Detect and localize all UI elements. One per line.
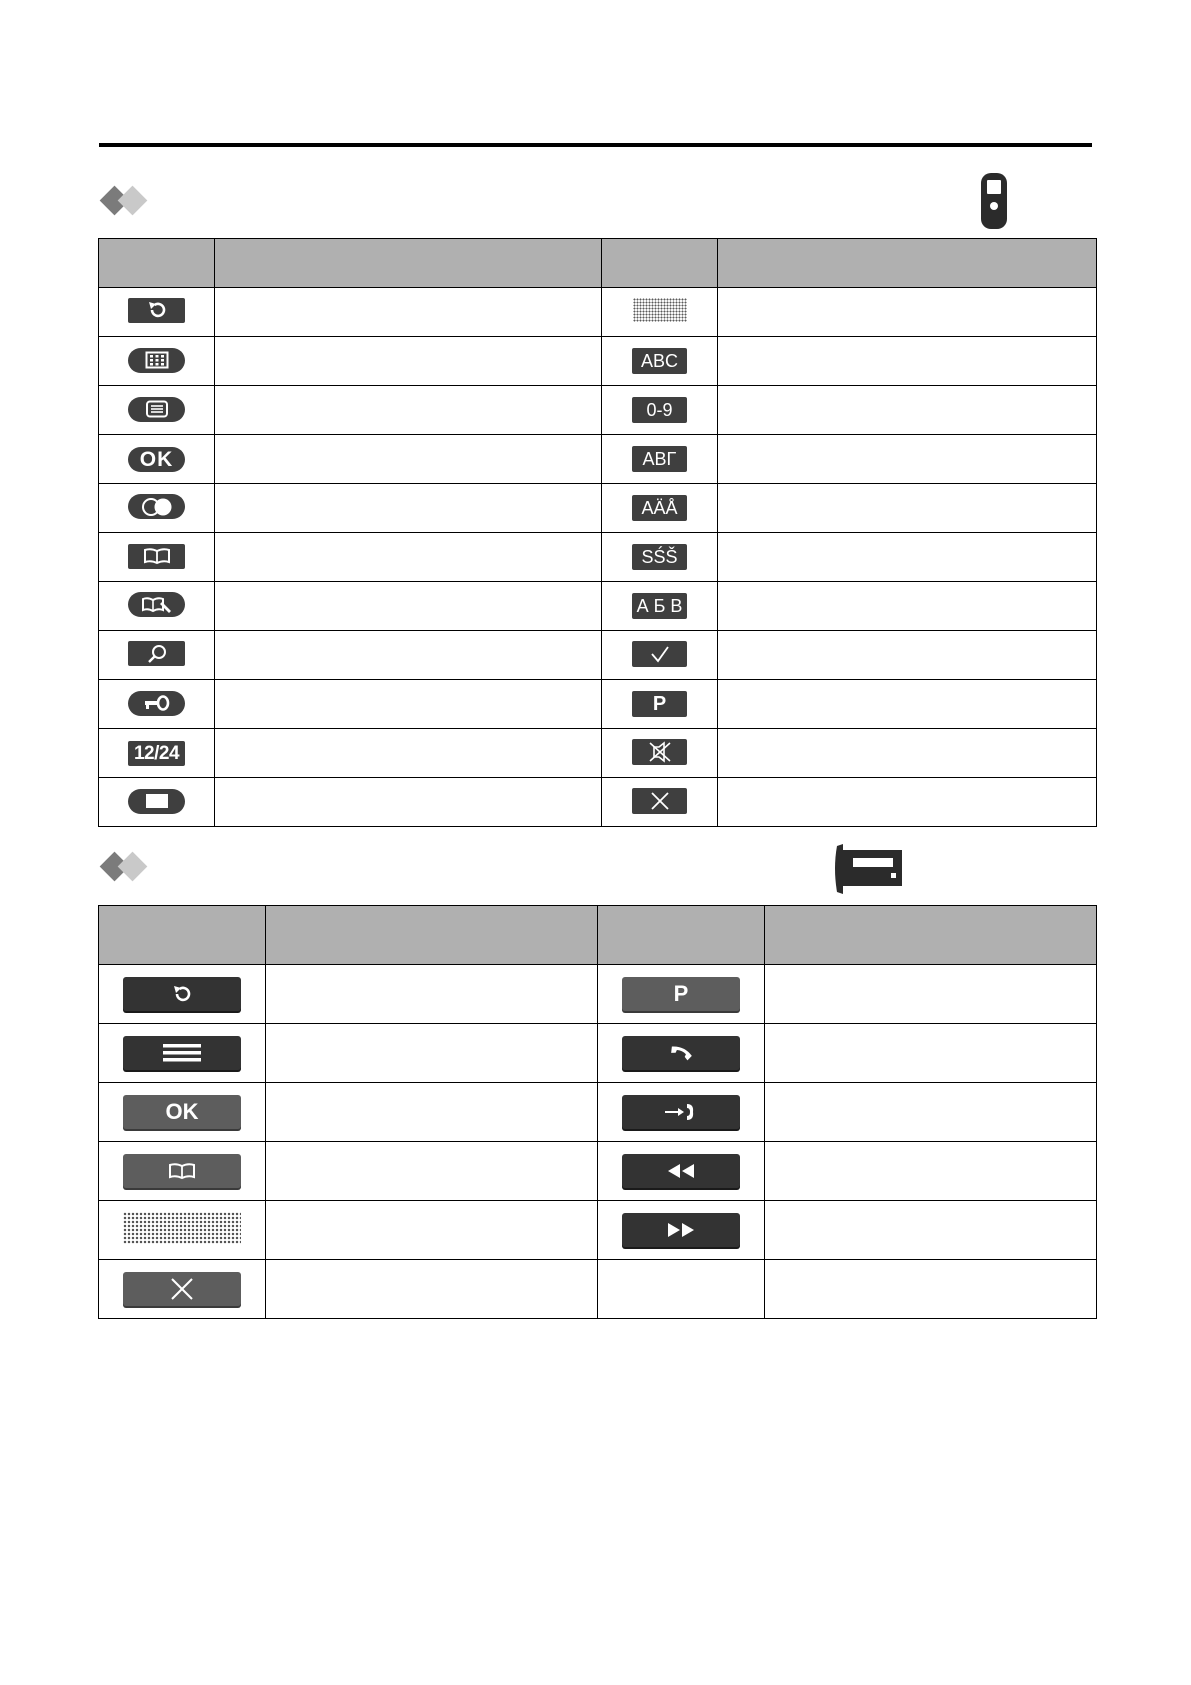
- desc-cell: [765, 1201, 1097, 1260]
- key-cell: [598, 1260, 765, 1319]
- menu-list-icon: [128, 397, 185, 422]
- header-cell: [765, 906, 1097, 965]
- pause-p-icon: P: [622, 977, 740, 1011]
- phonebook-edit-icon: [128, 592, 185, 617]
- greek-icon: ΑΒΓ: [632, 446, 687, 472]
- base-unit-icon: [831, 840, 904, 896]
- redial-icon: [123, 977, 241, 1011]
- desc-cell: [266, 1083, 598, 1142]
- key-cell: [99, 680, 215, 729]
- numeric-icon: 0-9: [632, 397, 687, 423]
- table-header-row: [99, 906, 1097, 965]
- header-cell: [598, 906, 765, 965]
- key-cell: [602, 484, 718, 533]
- key-cell: [99, 582, 215, 631]
- section-bullet-icon: [98, 846, 158, 886]
- desc-cell: [765, 1142, 1097, 1201]
- cyrillic-icon: А Б В: [632, 593, 687, 619]
- desc-cell: [765, 1260, 1097, 1319]
- key-cell: [99, 386, 215, 435]
- desc-cell: [266, 1260, 598, 1319]
- blank-pill-icon: [128, 789, 185, 814]
- extended-2-icon: SŚŠ: [632, 544, 687, 570]
- desc-cell: [718, 484, 1097, 533]
- header-cell: [266, 906, 598, 965]
- desc-cell: [765, 965, 1097, 1024]
- key-cell: [602, 680, 718, 729]
- table-row: [99, 1201, 1097, 1260]
- ok-icon: OK: [128, 447, 185, 472]
- top-rule: [99, 143, 1092, 147]
- desc-cell: [718, 288, 1097, 337]
- key-cell: [598, 965, 765, 1024]
- table-row: [99, 965, 1097, 1024]
- key-cell: [99, 533, 215, 582]
- check-icon: [632, 641, 687, 667]
- handset-keys-table: [98, 238, 1097, 827]
- desc-cell: [215, 729, 602, 778]
- desc-cell: [215, 337, 602, 386]
- table-row: [99, 533, 1097, 582]
- extended-1-icon: AÄÅ: [632, 495, 687, 521]
- desc-cell: [718, 386, 1097, 435]
- ok-icon: OK: [123, 1095, 241, 1129]
- desc-cell: [266, 1024, 598, 1083]
- desc-cell: [215, 631, 602, 680]
- key-cell: [99, 1024, 266, 1083]
- rewind-icon: [622, 1154, 740, 1188]
- key-cell: [598, 1024, 765, 1083]
- desc-cell: [718, 778, 1097, 827]
- cancel-x-icon: [632, 788, 687, 814]
- table-row: [99, 680, 1097, 729]
- alphabet-icon: ABC: [632, 348, 687, 374]
- key-cell: [99, 1083, 266, 1142]
- time-format-icon: 12/24: [128, 741, 185, 766]
- key-cell: [99, 778, 215, 827]
- key-cell: [598, 1201, 765, 1260]
- phonebook-icon: [123, 1154, 241, 1188]
- transfer-icon: [622, 1095, 740, 1129]
- desc-cell: [215, 582, 602, 631]
- desc-cell: [215, 680, 602, 729]
- table-row: [99, 1260, 1097, 1319]
- phonebook-icon: [128, 544, 185, 569]
- desc-cell: [266, 1142, 598, 1201]
- desc-cell: [718, 533, 1097, 582]
- conference-icon: [128, 494, 185, 519]
- hang-up-icon: [622, 1036, 740, 1070]
- table-row: [99, 435, 1097, 484]
- desc-cell: [718, 729, 1097, 778]
- table-row: [99, 484, 1097, 533]
- dotted-area-icon: [633, 298, 687, 322]
- desc-cell: [718, 337, 1097, 386]
- table-row: [99, 288, 1097, 337]
- table-row: [99, 729, 1097, 778]
- key-cell: [99, 1142, 266, 1201]
- table-row: [99, 582, 1097, 631]
- key-cell: [99, 729, 215, 778]
- desc-cell: [215, 484, 602, 533]
- table-row: [99, 778, 1097, 827]
- key-cell: [602, 582, 718, 631]
- desc-cell: [215, 533, 602, 582]
- table-row: [99, 631, 1097, 680]
- table-header-row: [99, 239, 1097, 288]
- key-cell: [602, 435, 718, 484]
- desc-cell: [215, 778, 602, 827]
- key-cell: [99, 484, 215, 533]
- key-cell: [602, 288, 718, 337]
- key-cell: [602, 533, 718, 582]
- key-cell: [602, 386, 718, 435]
- key-cell: [99, 631, 215, 680]
- section-bullet-icon: [98, 180, 158, 220]
- desc-cell: [215, 435, 602, 484]
- header-cell: [99, 239, 215, 288]
- key-lock-icon: [128, 691, 185, 716]
- key-cell: [602, 631, 718, 680]
- key-cell: [99, 435, 215, 484]
- redial-icon: [128, 298, 185, 323]
- ringer-off-icon: [632, 739, 687, 765]
- key-cell: [598, 1142, 765, 1201]
- header-cell: [215, 239, 602, 288]
- key-cell: [99, 965, 266, 1024]
- table-row: [99, 1083, 1097, 1142]
- table-row: [99, 386, 1097, 435]
- desc-cell: [215, 386, 602, 435]
- menu-list-icon: [123, 1036, 241, 1070]
- key-cell: [99, 1201, 266, 1260]
- key-cell: [99, 288, 215, 337]
- table-row: [99, 1142, 1097, 1201]
- key-cell: [598, 1083, 765, 1142]
- table-row: [99, 337, 1097, 386]
- search-icon: [128, 641, 185, 666]
- desc-cell: [215, 288, 602, 337]
- desc-cell: [718, 680, 1097, 729]
- desc-cell: [266, 1201, 598, 1260]
- cancel-x-icon: [123, 1272, 241, 1306]
- key-cell: [99, 337, 215, 386]
- desc-cell: [765, 1024, 1097, 1083]
- desc-cell: [765, 1083, 1097, 1142]
- table-row: [99, 1024, 1097, 1083]
- handset-icon: [980, 172, 1008, 230]
- key-cell: [602, 778, 718, 827]
- desc-cell: [718, 582, 1097, 631]
- header-cell: [602, 239, 718, 288]
- fast-forward-icon: [622, 1213, 740, 1247]
- key-cell: [602, 729, 718, 778]
- key-cell: [602, 337, 718, 386]
- header-cell: [99, 906, 266, 965]
- header-cell: [718, 239, 1097, 288]
- desc-cell: [718, 435, 1097, 484]
- desc-cell: [266, 965, 598, 1024]
- keypad-grid-icon: [128, 348, 185, 373]
- base-keys-table: [98, 905, 1097, 1319]
- key-cell: [99, 1260, 266, 1319]
- pause-p-icon: P: [632, 691, 687, 717]
- dotted-area-icon: [123, 1212, 241, 1244]
- desc-cell: [718, 631, 1097, 680]
